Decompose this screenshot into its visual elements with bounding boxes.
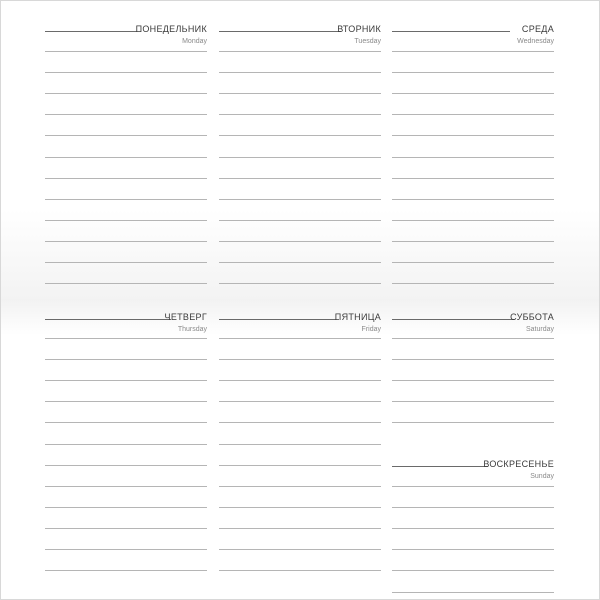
writing-line bbox=[392, 72, 554, 73]
writing-line bbox=[219, 241, 381, 242]
writing-line bbox=[219, 93, 381, 94]
day-name-ru: СРЕДА bbox=[521, 24, 554, 34]
writing-line bbox=[392, 422, 554, 423]
day-name-en: Friday bbox=[361, 326, 381, 333]
bottom-half bbox=[1, 299, 599, 599]
writing-line bbox=[45, 549, 207, 550]
writing-line bbox=[219, 507, 381, 508]
day-saturday bbox=[392, 309, 554, 333]
writing-line bbox=[392, 359, 554, 360]
day-name-en: Tuesday bbox=[354, 38, 381, 45]
writing-line bbox=[45, 401, 207, 402]
writing-line bbox=[219, 380, 381, 381]
writing-line bbox=[392, 549, 554, 550]
writing-line bbox=[219, 570, 381, 571]
writing-line bbox=[392, 178, 554, 179]
day-friday bbox=[219, 309, 381, 333]
writing-line bbox=[392, 220, 554, 221]
writing-line bbox=[45, 422, 207, 423]
header-rule bbox=[392, 319, 514, 320]
writing-line bbox=[392, 528, 554, 529]
day-name-en: Monday bbox=[182, 38, 207, 45]
writing-line bbox=[219, 486, 381, 487]
writing-line bbox=[392, 570, 554, 571]
writing-line bbox=[219, 51, 381, 52]
writing-line bbox=[45, 93, 207, 94]
writing-line bbox=[45, 262, 207, 263]
header-rule bbox=[392, 466, 488, 467]
writing-line bbox=[45, 507, 207, 508]
writing-line bbox=[219, 338, 381, 339]
writing-line bbox=[219, 444, 381, 445]
header-rule bbox=[45, 31, 141, 32]
day-name-en: Wednesday bbox=[517, 38, 554, 45]
writing-line bbox=[45, 157, 207, 158]
writing-line bbox=[45, 178, 207, 179]
day-name-ru: ПЯТНИЦА bbox=[334, 312, 381, 322]
day-sunday bbox=[392, 456, 554, 480]
writing-line bbox=[45, 359, 207, 360]
header-rule bbox=[45, 319, 171, 320]
day-tuesday bbox=[219, 21, 381, 45]
writing-line bbox=[45, 51, 207, 52]
writing-line bbox=[219, 114, 381, 115]
writing-line bbox=[392, 380, 554, 381]
day-header bbox=[219, 309, 381, 329]
writing-line bbox=[45, 241, 207, 242]
writing-line bbox=[392, 486, 554, 487]
writing-line bbox=[392, 592, 554, 593]
writing-line bbox=[45, 444, 207, 445]
header-rule bbox=[219, 319, 339, 320]
day-name-ru: ПОНЕДЕЛЬНИК bbox=[135, 24, 207, 34]
writing-line bbox=[219, 359, 381, 360]
writing-line bbox=[219, 528, 381, 529]
day-name-ru: ЧЕТВЕРГ bbox=[164, 312, 207, 322]
writing-line bbox=[219, 262, 381, 263]
day-name-ru: ВТОРНИК bbox=[337, 24, 381, 34]
writing-line bbox=[45, 72, 207, 73]
writing-line bbox=[219, 72, 381, 73]
writing-line bbox=[392, 157, 554, 158]
writing-line bbox=[45, 380, 207, 381]
writing-line bbox=[45, 465, 207, 466]
writing-line bbox=[392, 507, 554, 508]
writing-line bbox=[392, 241, 554, 242]
writing-line bbox=[219, 401, 381, 402]
writing-line bbox=[219, 178, 381, 179]
writing-line bbox=[219, 465, 381, 466]
writing-line bbox=[45, 283, 207, 284]
writing-line bbox=[45, 528, 207, 529]
header-rule bbox=[219, 31, 341, 32]
writing-line bbox=[45, 570, 207, 571]
header-rule bbox=[392, 31, 510, 32]
writing-line bbox=[392, 401, 554, 402]
writing-line bbox=[219, 199, 381, 200]
writing-line bbox=[45, 135, 207, 136]
writing-line bbox=[219, 135, 381, 136]
day-monday bbox=[45, 21, 207, 45]
writing-line bbox=[392, 262, 554, 263]
day-name-ru: ВОСКРЕСЕНЬЕ bbox=[483, 459, 554, 469]
writing-line bbox=[392, 51, 554, 52]
day-name-en: Saturday bbox=[525, 326, 554, 333]
writing-line bbox=[45, 220, 207, 221]
day-name-en: Sunday bbox=[530, 473, 554, 480]
day-wednesday bbox=[392, 21, 554, 45]
writing-line bbox=[219, 157, 381, 158]
writing-line bbox=[392, 199, 554, 200]
writing-line bbox=[45, 486, 207, 487]
day-thursday bbox=[45, 309, 207, 333]
writing-line bbox=[392, 283, 554, 284]
writing-line bbox=[219, 422, 381, 423]
day-name-ru: СУББОТА bbox=[510, 312, 554, 322]
writing-line bbox=[45, 199, 207, 200]
writing-line bbox=[392, 135, 554, 136]
writing-line bbox=[219, 283, 381, 284]
day-name-en: Thursday bbox=[177, 326, 207, 333]
writing-line bbox=[219, 220, 381, 221]
writing-line bbox=[219, 549, 381, 550]
writing-line bbox=[392, 114, 554, 115]
writing-line bbox=[45, 114, 207, 115]
writing-line bbox=[392, 93, 554, 94]
writing-line bbox=[392, 338, 554, 339]
writing-line bbox=[45, 338, 207, 339]
top-half bbox=[1, 1, 599, 299]
